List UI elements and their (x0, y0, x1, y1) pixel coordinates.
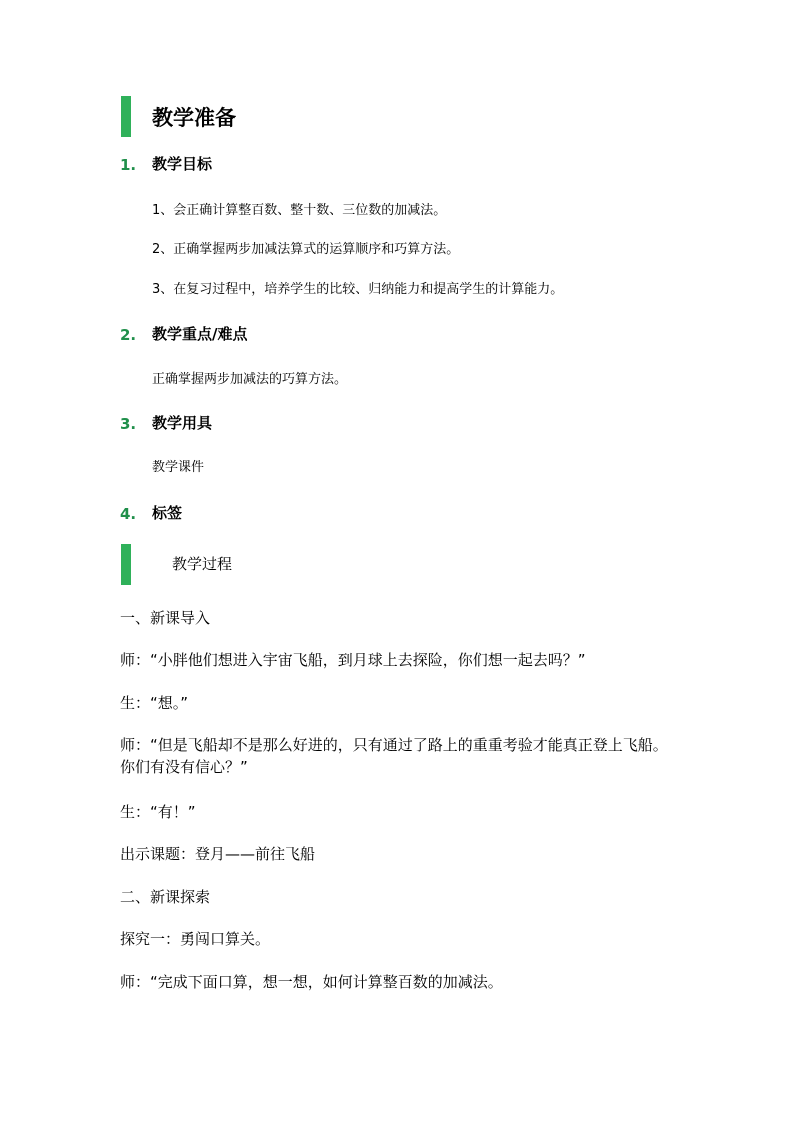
paragraph: 出示课题：登月——前往飞船 (120, 845, 316, 863)
paragraph: 一、新课导入 (120, 609, 211, 627)
section-marker-bar (121, 544, 131, 585)
item-number-4: 4. (120, 505, 137, 523)
item-number-1: 1. (120, 156, 137, 174)
paragraph: 师：“完成下面口算，想一想，如何计算整百数的加减法。 (120, 973, 503, 991)
item-heading-keypoints: 教学重点/难点 (152, 325, 248, 343)
paragraph: 师：“但是飞船却不是那么好进的，只有通过了路上的重重考验才能真正登上飞船。你们有没有信心？” (120, 736, 668, 776)
keypoint-line: 正确掌握两步加减法的巧算方法。 (152, 372, 348, 387)
goal-line-1: 1、会正确计算整百数、整十数、三位数的加减法。 (152, 203, 447, 218)
paragraph: 生：“想。” (120, 694, 189, 712)
goal-line-3: 3、在复习过程中，培养学生的比较、归纳能力和提高学生的计算能力。 (152, 282, 564, 297)
item-heading-tags: 标签 (152, 504, 183, 522)
paragraph: 探究一：勇闯口算关。 (120, 930, 271, 948)
section-marker-bar (121, 96, 131, 137)
item-heading-goals: 教学目标 (152, 155, 213, 173)
paragraph: 生：“有！” (120, 803, 196, 821)
item-number-3: 3. (120, 415, 137, 433)
goal-line-2: 2、正确掌握两步加减法算式的运算顺序和巧算方法。 (152, 242, 460, 257)
item-number-2: 2. (120, 326, 137, 344)
paragraph: 师：“小胖他们想进入宇宙飞船，到月球上去探险，你们想一起去吗？” (120, 651, 586, 669)
paragraph: 二、新课探索 (120, 888, 211, 906)
section-title-process: 教学过程 (172, 555, 233, 573)
item-heading-tools: 教学用具 (152, 414, 213, 432)
tools-line: 教学课件 (152, 460, 205, 475)
section-title-prep: 教学准备 (152, 106, 236, 130)
